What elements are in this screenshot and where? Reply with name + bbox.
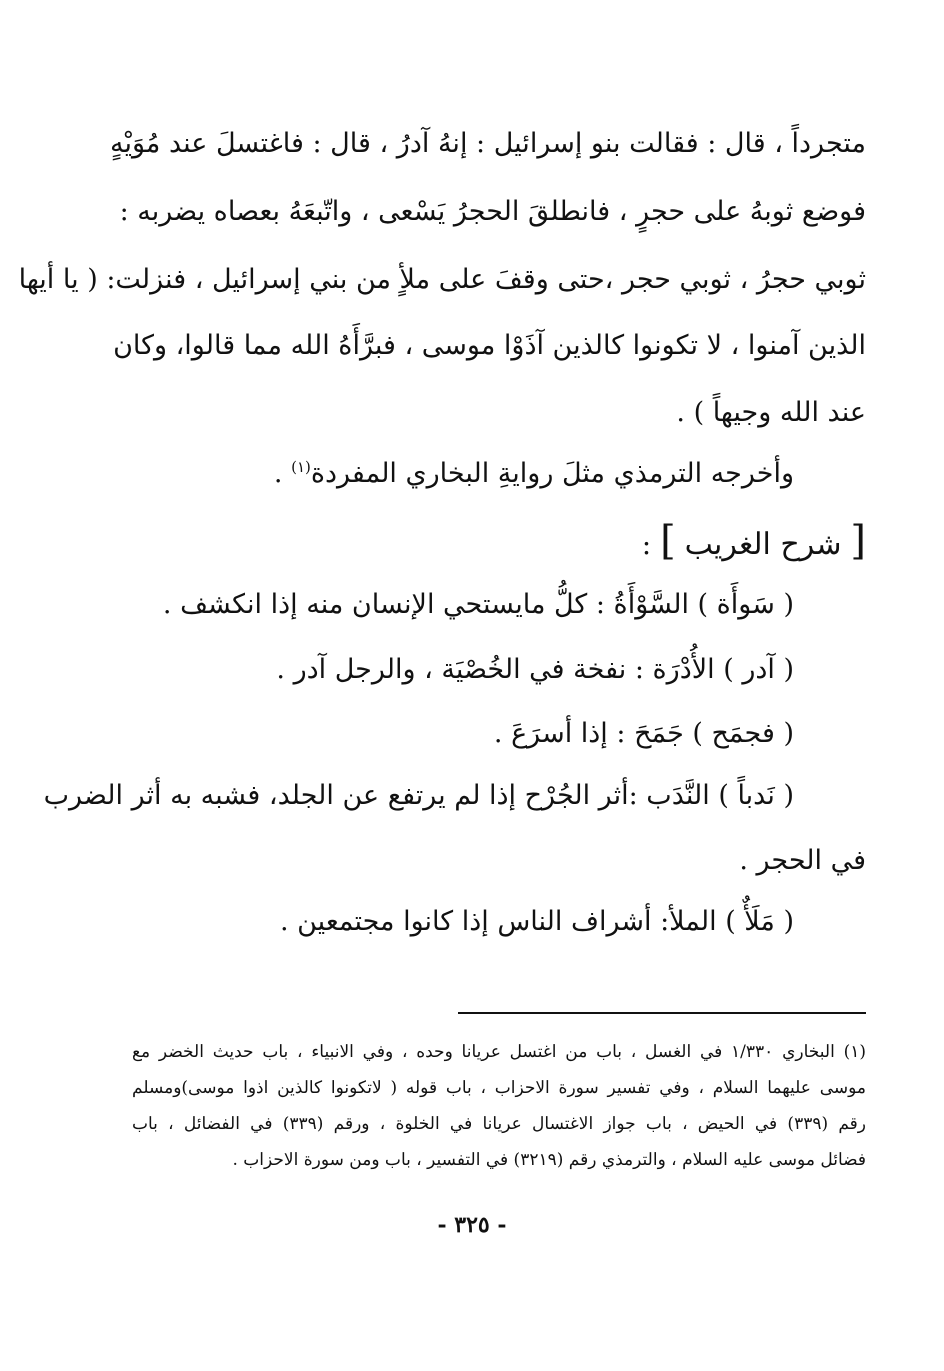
hadith-line-5: عند الله وجيهاً ) .	[676, 397, 866, 428]
footnote-ref: (١)	[291, 458, 311, 476]
definition-adar: ( آدر ) الأُدْرَة : نفخة في الخُصْيَة ، والرجل آدر .	[276, 654, 794, 685]
hadith-line-3: ثوبي حجرُ ، ثوبي حجر ،حتى وقفَ على ملأٍ من بني إسرائيل ، فنزلت: ( يا أيها	[18, 264, 866, 295]
footnote-line-2: موسى عليهما السلام ، وفي تفسير سورة الاحزاب ، باب قوله ( لاتكونوا كالذين اذوا موسى)ومسلم	[132, 1078, 866, 1098]
hadith-line-1: متجرداً ، قال : فقالت بنو إسرائيل : إنهُ آدرُ ، قال : فاغتسلَ عند مُوَيْهٍ	[109, 128, 866, 159]
footnote-line-1: (١) البخاري ١/٣٣٠ في الغسل ، باب من اغتسل عريانا وحده ، وفي الانبياء ، باب حديث الخضر مع	[132, 1042, 866, 1062]
tirmidhi-line	[130, 458, 794, 489]
definition-sawa: ( سَوأَة ) السَّوْأَةُ : كلُّ مايستحي الإنسان منه إذا انكشف .	[162, 589, 794, 620]
footnote-line-3: رقم (٣٣٩) في الحيض ، باب جواز الاغتسال عريانا في الخلوة ، ورقم (٣٣٩) في الفضائل ، باب	[132, 1114, 866, 1134]
definition-mala: ( مَلَأٌ ) الملأ: أشراف الناس إذا كانوا مجتمعين .	[279, 906, 794, 937]
gharib-heading	[642, 518, 866, 564]
heading-colon: :	[641, 528, 652, 561]
hadith-line-4: الذين آمنوا ، لا تكونوا كالذين آذَوْا موسى ، فبرَّأَهُ الله مما قالوا، وكان	[113, 330, 866, 361]
definition-jamaha: ( فجمَح ) جَمَحَ : إذا أسرَعَ .	[493, 718, 794, 749]
tirmidhi-text: وأخرجه الترمذي مثلَ روايةِ البخاري المفردة	[310, 458, 794, 489]
hadith-line-2: فوضع ثوبهُ على حجرٍ ، فانطلقَ الحجرُ يَسْعى ، واتّبعَهُ بعصاه يضربه :	[119, 196, 866, 227]
heading-open-bracket: [	[850, 518, 866, 564]
footnote-line-4: فضائل موسى عليه السلام ، والترمذي رقم (٣٢١٩) في التفسير ، باب ومن سورة الاحزاب .	[232, 1150, 866, 1170]
definition-nadab: ( نَدباً ) النَّدَب :أثر الجُرْح إذا لم يرتفع عن الجلد، فشبه به أثر الضرب	[43, 780, 794, 811]
definition-nadab-cont: في الحجر .	[739, 845, 866, 876]
tirmidhi-end: .	[273, 458, 292, 489]
footnote-separator	[458, 1012, 866, 1014]
heading-close-bracket: ]	[660, 518, 676, 564]
heading-title: شرح الغريب	[684, 527, 842, 562]
page-number: - ٣٢٥ -	[437, 1212, 507, 1238]
